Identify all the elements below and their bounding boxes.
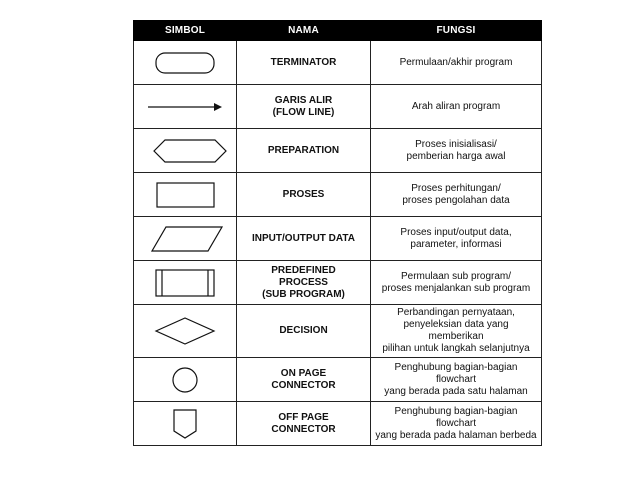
row-function (371, 173, 542, 217)
row-name (237, 261, 371, 305)
function-line: flowchart (435, 373, 476, 385)
row-name (237, 41, 371, 85)
function-line: yang berada pada satu halaman (384, 385, 528, 397)
function-line: Permulaan/akhir program (399, 56, 513, 68)
row-name (237, 358, 371, 402)
header-name: NAMA (237, 21, 371, 41)
row-function (371, 85, 542, 129)
row-name (237, 305, 371, 358)
function-line: Permulaan sub program/ (400, 270, 512, 282)
predefined-process-icon (134, 261, 237, 305)
row-function (371, 41, 542, 85)
name-line: INPUT/OUTPUT DATA (252, 232, 355, 244)
name-line: OFF PAGE (278, 411, 329, 423)
row-function (371, 305, 542, 358)
row-name (237, 85, 371, 129)
on-page-connector-circle-icon (134, 358, 237, 402)
name-line: (SUB PROGRAM) (262, 288, 345, 300)
function-line: Penghubung bagian-bagian (394, 361, 518, 373)
name-line: ON PAGE (280, 367, 327, 379)
function-line: Penghubung bagian-bagian (394, 405, 518, 417)
table-row (134, 173, 542, 217)
name-line: CONNECTOR (271, 423, 336, 435)
function-line: proses pengolahan data (402, 194, 510, 206)
flow-line-arrow-icon (134, 85, 237, 129)
row-name (237, 402, 371, 446)
off-page-connector-icon (134, 402, 237, 446)
terminator-symbol-icon (134, 41, 237, 85)
name-line: CONNECTOR (271, 379, 336, 391)
table-row (134, 85, 542, 129)
table-row (134, 305, 542, 358)
function-line: pilihan untuk langkah selanjutnya (382, 343, 530, 354)
name-line: PREPARATION (267, 144, 340, 156)
name-line: PROSES (282, 188, 325, 200)
row-function (371, 129, 542, 173)
function-line: Proses input/output data, (400, 226, 512, 238)
header-function: FUNGSI (371, 21, 542, 41)
row-function (371, 261, 542, 305)
header-symbol: SIMBOL (134, 21, 237, 41)
function-line: Proses inisialisasi/ (415, 138, 497, 150)
function-line: parameter, informasi (410, 238, 502, 250)
row-function (371, 358, 542, 402)
row-name (237, 129, 371, 173)
function-line: Proses perhitungan/ (411, 182, 501, 194)
table-row (134, 217, 542, 261)
flowchart-symbol-table (133, 20, 542, 446)
name-line: TERMINATOR (270, 56, 337, 68)
function-line: yang berada pada halaman berbeda (375, 429, 537, 441)
function-line: penyeleksian data yang (403, 319, 509, 330)
input-output-parallelogram-icon (134, 217, 237, 261)
row-function (371, 217, 542, 261)
decision-diamond-icon (134, 305, 237, 358)
function-line: flowchart (435, 417, 476, 429)
function-line: proses menjalankan sub program (381, 282, 531, 294)
process-rectangle-icon (134, 173, 237, 217)
row-function (371, 402, 542, 446)
name-line: GARIS ALIR (274, 94, 333, 106)
name-line: PROCESS (279, 276, 328, 288)
table-header-row (134, 21, 542, 41)
row-name (237, 217, 371, 261)
name-line: PREDEFINED (271, 264, 336, 276)
function-line: Perbandingan pernyataan, (397, 307, 515, 318)
table-row (134, 402, 542, 446)
function-line: memberikan (428, 331, 484, 342)
name-line: (FLOW LINE) (272, 106, 335, 118)
row-name (237, 173, 371, 217)
table-row (134, 129, 542, 173)
function-line: pemberian harga awal (406, 150, 506, 162)
table-row (134, 41, 542, 85)
table-row (134, 358, 542, 402)
table-row (134, 261, 542, 305)
preparation-hexagon-icon (134, 129, 237, 173)
function-line: Arah aliran program (411, 100, 501, 112)
name-line: DECISION (279, 325, 328, 336)
